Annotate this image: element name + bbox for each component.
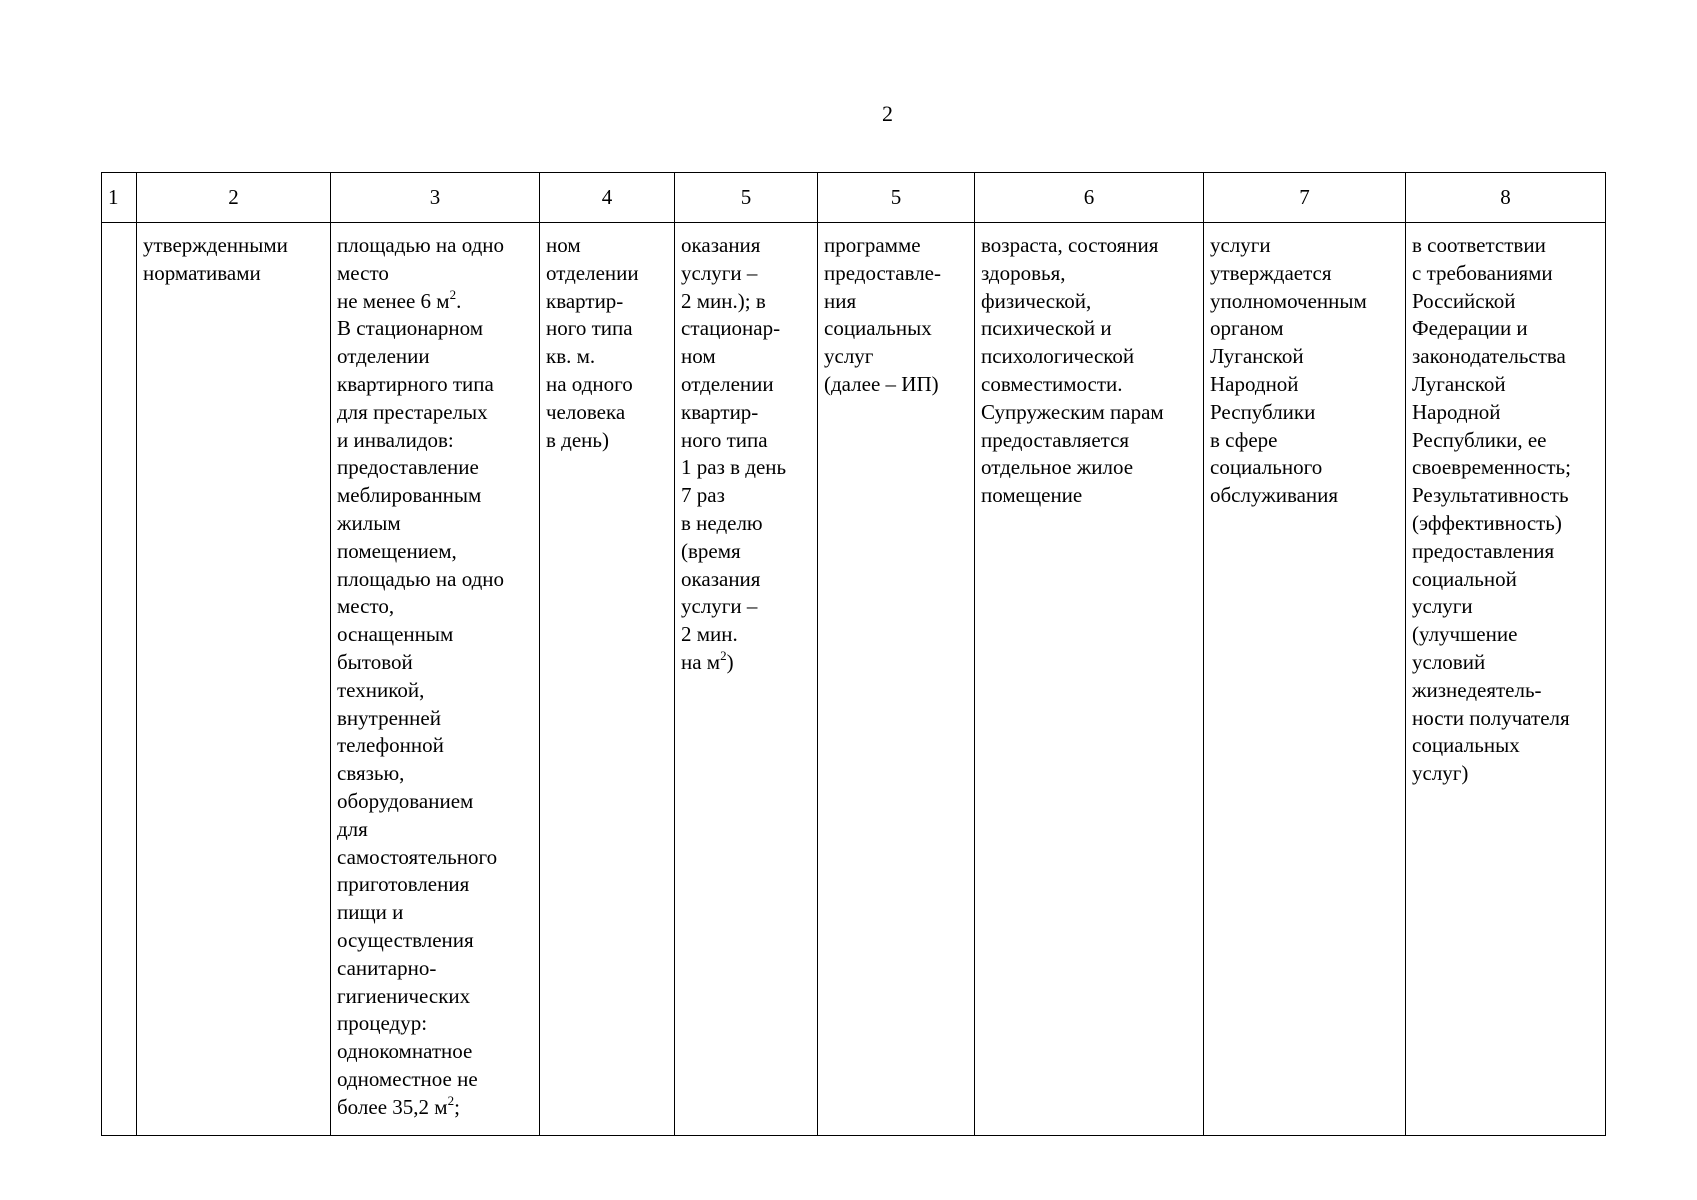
- cell-text-line: кв. м.: [546, 344, 596, 369]
- cell-text-line: (время: [681, 538, 741, 563]
- cell-text-line: гигиенических: [337, 983, 471, 1008]
- cell-text-line: психологической: [981, 344, 1135, 369]
- table-cell: [102, 223, 137, 1136]
- table-cell: [1204, 223, 1406, 1136]
- cell-text-line: социальных: [1412, 733, 1520, 758]
- cell-text-line: оказания: [681, 233, 761, 257]
- cell-text-line: (эффективность): [1412, 510, 1562, 535]
- column-header: 5: [818, 173, 975, 223]
- cell-text-line: место: [337, 260, 389, 285]
- cell-text-line: социальных: [824, 316, 932, 341]
- superscript: 2: [449, 286, 457, 302]
- cell-text-line: отделении: [337, 344, 430, 369]
- cell-text-line: обслуживания: [1210, 483, 1339, 508]
- cell-text-line: Народной: [1210, 371, 1299, 396]
- cell-text-line: услуг: [824, 344, 874, 369]
- cell-text-line: для престарелых: [337, 399, 488, 424]
- table-cell: [331, 223, 540, 1136]
- cell-text-line: совместимости.: [981, 371, 1123, 396]
- column-header: 2: [137, 173, 331, 223]
- cell-text-line: в неделю: [681, 510, 763, 535]
- column-header: 6: [975, 173, 1204, 223]
- cell-text-line: Народной: [1412, 399, 1501, 424]
- cell-text-line: приготовления: [337, 872, 470, 897]
- cell-text-line: услуги: [1210, 233, 1271, 257]
- cell-text-line: утвержденными: [143, 233, 288, 257]
- cell-text-line: однокомнатное: [337, 1039, 473, 1064]
- table-cell: [818, 223, 975, 1136]
- cell-text-line: в день): [546, 427, 609, 452]
- cell-text-line: ном: [681, 344, 716, 369]
- table-cell: [975, 223, 1204, 1136]
- cell-text-line: возраста, состояния: [981, 233, 1159, 257]
- cell-text-line: стационар-: [681, 316, 781, 341]
- cell-text-line: законодательства: [1412, 344, 1566, 369]
- cell-text-line: 2 мин.: [681, 622, 738, 647]
- column-header: 7: [1204, 173, 1406, 223]
- cell-text-line: услуги –: [681, 260, 758, 285]
- cell-text-line: и инвалидов:: [337, 427, 454, 452]
- cell-text-line: органом: [1210, 316, 1284, 341]
- cell-text-line: Российской: [1412, 288, 1516, 313]
- table-cell: [1406, 223, 1606, 1136]
- cell-text-line: социального: [1210, 455, 1323, 480]
- cell-text-line: помещением,: [337, 538, 457, 563]
- cell-text-line: ного типа: [681, 427, 768, 452]
- cell-text-line: человека: [546, 399, 626, 424]
- cell-text-line: программе: [824, 233, 921, 257]
- table-cell: [675, 223, 818, 1136]
- cell-text-line: (далее – ИП): [824, 371, 939, 396]
- cell-text-line: нормативами: [143, 260, 261, 285]
- cell-text-line: 7 раз: [681, 483, 725, 508]
- cell-text-line: (улучшение: [1412, 622, 1518, 647]
- cell-text-line: оборудованием: [337, 788, 474, 813]
- cell-text-line: Луганской: [1210, 344, 1304, 369]
- table-row: [102, 223, 1606, 1136]
- cell-text-line: предоставляется: [981, 427, 1130, 452]
- cell-text-line: бытовой: [337, 649, 413, 674]
- cell-text-line: меблированным: [337, 483, 482, 508]
- cell-text-line: самостоятельного: [337, 844, 498, 869]
- cell-text-line: на $м^2$): [681, 647, 734, 674]
- column-header: 3: [331, 173, 540, 223]
- cell-text-line: отдельное жилое: [981, 455, 1134, 480]
- cell-text-line: Результативность: [1412, 483, 1569, 508]
- column-header: 4: [540, 173, 675, 223]
- cell-text-line: более 35,2 $м^2$;: [337, 1092, 460, 1119]
- table-cell: [137, 223, 331, 1136]
- services-table: [101, 172, 1606, 1136]
- superscript: 2: [720, 647, 727, 663]
- cell-text-line: 1 раз в день: [681, 455, 787, 480]
- cell-text-line: пищи и: [337, 900, 404, 925]
- cell-text-line: предоставления: [1412, 538, 1555, 563]
- cell-text-line: физической,: [981, 288, 1092, 313]
- cell-text-line: Федерации и: [1412, 316, 1528, 341]
- cell-text-line: телефонной: [337, 733, 444, 758]
- cell-text-line: отделении: [681, 371, 774, 396]
- cell-text-line: предоставление: [337, 455, 479, 480]
- cell-text-line: Республики, ее: [1412, 427, 1547, 452]
- cell-text-line: для: [337, 816, 368, 841]
- column-header: 1: [102, 173, 137, 223]
- cell-text-line: ном: [546, 233, 581, 257]
- cell-text-line: утверждается: [1210, 260, 1332, 285]
- page-number: 2: [882, 101, 893, 126]
- cell-text-line: осуществления: [337, 927, 474, 952]
- cell-text-line: техникой,: [337, 677, 425, 702]
- cell-text-line: услуги –: [681, 594, 758, 619]
- cell-text-line: квартирного типа: [337, 371, 494, 396]
- cell-text-line: помещение: [981, 483, 1083, 508]
- column-numbers-row: [102, 173, 1606, 223]
- cell-text-line: Республики: [1210, 399, 1316, 424]
- cell-text-line: в соответствии: [1412, 233, 1546, 257]
- cell-text-line: квартир-: [681, 399, 759, 424]
- cell-text-line: отделении: [546, 260, 639, 285]
- cell-text-line: на одного: [546, 371, 633, 396]
- cell-text-line: ного типа: [546, 316, 633, 341]
- column-header: 5: [675, 173, 818, 223]
- cell-text-line: социальной: [1412, 566, 1517, 591]
- cell-text-line: жилым: [337, 510, 401, 535]
- cell-text-line: В стационарном: [337, 316, 483, 341]
- table-cell: [540, 223, 675, 1136]
- cell-text-line: процедур:: [337, 1011, 428, 1036]
- cell-text-line: одноместное не: [337, 1066, 478, 1091]
- cell-text-line: в сфере: [1210, 427, 1278, 452]
- cell-text-line: ния: [824, 288, 857, 313]
- cell-text-line: оказания: [681, 566, 761, 591]
- cell-text-line: площадью на одно: [337, 566, 505, 591]
- cell-text-line: связью,: [337, 761, 405, 786]
- cell-text-line: Луганской: [1412, 371, 1506, 396]
- cell-text-line: предоставле-: [824, 260, 941, 285]
- column-header: 8: [1406, 173, 1606, 223]
- cell-text-line: здоровья,: [981, 260, 1066, 285]
- cell-text-line: ности получателя: [1412, 705, 1570, 730]
- cell-text-line: квартир-: [546, 288, 624, 313]
- superscript: 2: [447, 1092, 455, 1108]
- cell-text-line: услуг): [1412, 761, 1469, 786]
- cell-text-line: внутренней: [337, 705, 441, 730]
- cell-text-line: место,: [337, 594, 395, 619]
- cell-text-line: площадью на одно: [337, 233, 505, 257]
- cell-text-line: психической и: [981, 316, 1112, 341]
- cell-text-line: 2 мин.); в: [681, 288, 766, 313]
- cell-text-line: жизнедеятель-: [1412, 677, 1542, 702]
- cell-text-line: услуги: [1412, 594, 1473, 619]
- cell-text-line: оснащенным: [337, 622, 454, 647]
- cell-text-line: уполномоченным: [1210, 288, 1367, 313]
- cell-text-line: с требованиями: [1412, 260, 1553, 285]
- cell-text-line: не менее 6 $м^2$.: [337, 286, 462, 313]
- cell-text-line: санитарно-: [337, 955, 437, 980]
- cell-text-line: своевременность;: [1412, 455, 1571, 480]
- cell-text-line: условий: [1412, 649, 1486, 674]
- cell-text-line: Супружеским парам: [981, 399, 1164, 424]
